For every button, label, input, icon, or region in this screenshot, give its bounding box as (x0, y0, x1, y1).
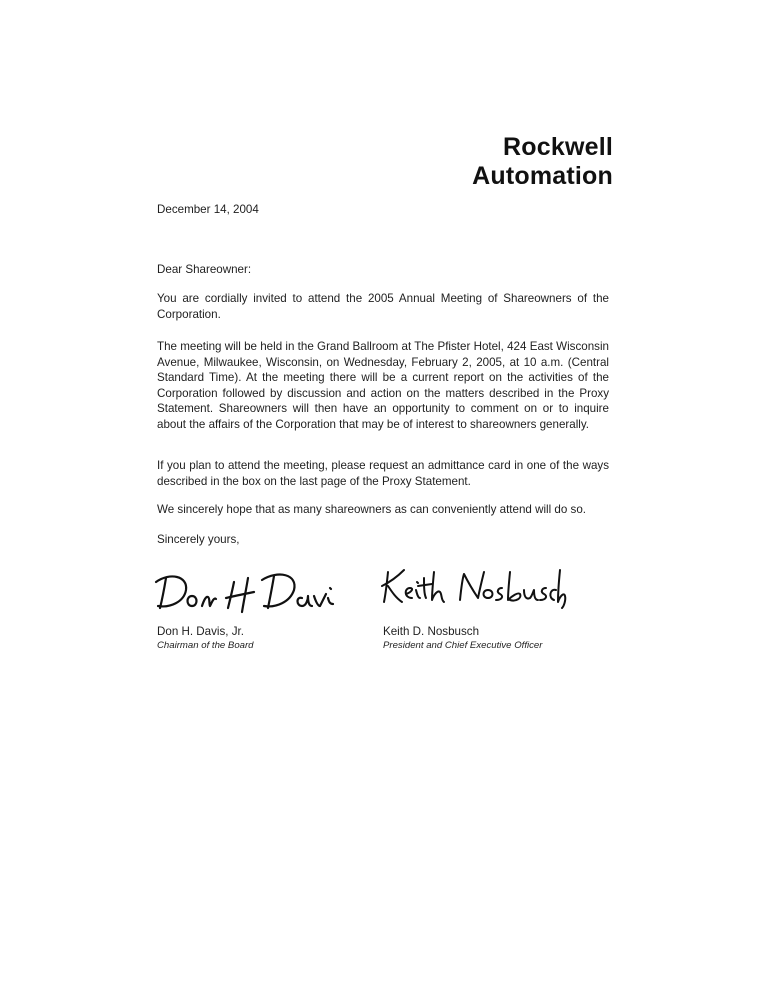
signer-title: President and Chief Executive Officer (383, 640, 543, 651)
signer-block-nosbusch (383, 624, 542, 653)
paragraph-admittance: If you plan to attend the meeting, please request an admittance card in one of the ways described in the box on the last page of the Proxy Statement. (157, 459, 609, 488)
paragraph-hope: We sincerely hope that as many shareowners as can conveniently attend will do so. (157, 503, 586, 516)
signature-davis (152, 566, 337, 618)
logo-line-1: Rockwell (503, 133, 613, 161)
paragraph-invitation: You are cordially invited to attend the 2005 Annual Meeting of Shareowners of the Corporation. (157, 292, 609, 321)
closing: Sincerely yours, (157, 533, 240, 546)
salutation: Dear Shareowner: (157, 263, 252, 276)
letter-date: December 14, 2004 (157, 203, 259, 216)
paragraph-meeting-details: The meeting will be held in the Grand Ballroom at The Pfister Hotel, 424 East Wisconsin Avenue, Milwaukee, Wisconsin, on Wednesday, February 2, 2005, at 10 a.m. (Central Standard Time). At the meeting there will be a current report on the activities of the Corporation followed by discussion and action on the matters described in the Proxy Statement. Shareowners will then have an opportunity to comment on or to inquire about the affairs of the Corporation that may be of interest to shareowners generally. (157, 340, 609, 431)
signature-davis-image (152, 566, 337, 618)
signer-title: Chairman of the Board (157, 640, 254, 651)
signer-name: Keith D. Nosbusch (383, 625, 480, 638)
signature-nosbusch (378, 566, 568, 610)
company-logo (472, 133, 613, 191)
signer-block-davis (157, 624, 254, 653)
logo-line-2: Automation (472, 162, 613, 190)
signer-name: Don H. Davis, Jr. (157, 625, 244, 638)
signature-nosbusch-image (378, 566, 568, 610)
